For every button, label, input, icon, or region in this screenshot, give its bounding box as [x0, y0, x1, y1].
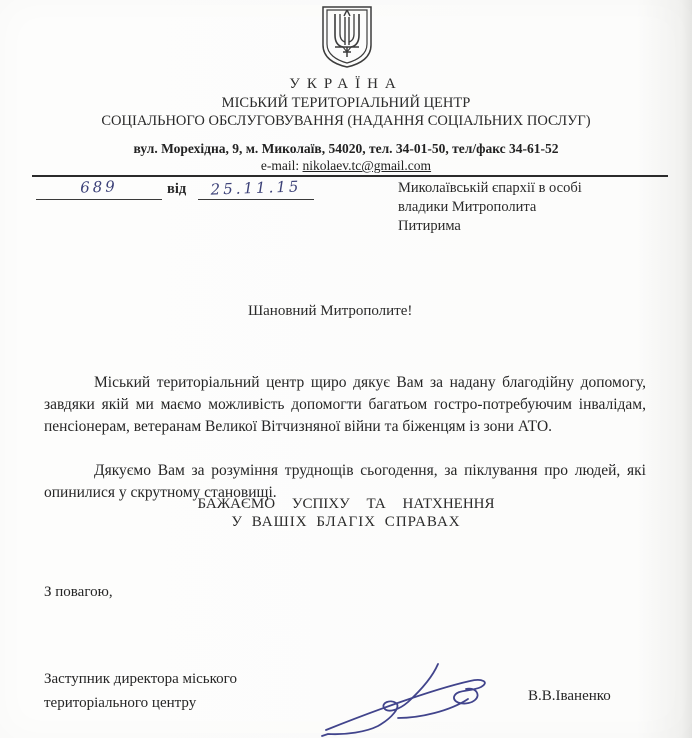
signer-position-line: територіального центру — [44, 695, 197, 711]
signer-name: В.В.Іваненко — [528, 688, 611, 704]
handwritten-signature-icon — [318, 658, 513, 738]
body-paragraph-2: Дякуємо Вам за розуміння труднощів сьогодення, за піклування про людей, які опинилися у скрутному становищі. — [44, 462, 646, 501]
closing-regards: З повагою, — [44, 584, 113, 600]
ref-number-handwritten: 689 — [79, 177, 119, 197]
ref-date-underline — [198, 199, 314, 200]
wish-line-1: БАЖАЄМО УСПІХУ ТА НАТХНЕННЯ — [197, 496, 495, 512]
recipient-line: Миколаївській єпархії в особі — [398, 180, 582, 196]
address-line: вул. Морехідна, 9, м. Миколаїв, 54020, тел. 34-01-50, тел/факс 34-61-52 — [133, 141, 559, 156]
salutation: Шановний Митрополите! — [248, 303, 413, 319]
email-label: e-mail: — [260, 158, 300, 173]
organization-name-line2: СОЦІАЛЬНОГО ОБСЛУГОВУВАННЯ (НАДАННЯ СОЦІАЛЬНИХ ПОСЛУГ) — [101, 113, 591, 129]
wish-line-2: У ВАШІХ БЛАГІХ СПРАВАХ — [231, 514, 461, 530]
email-line — [0, 158, 692, 174]
signer-position-line: Заступник директора міського — [44, 671, 237, 687]
ref-date-handwritten: 25.11.15 — [210, 177, 302, 199]
signer-position — [44, 667, 237, 715]
organization-name-line1: МІСЬКИЙ ТЕРИТОРІАЛЬНИЙ ЦЕНТР — [221, 95, 471, 111]
email-address: nikolaev.tc@gmail.com — [302, 158, 432, 173]
ref-from-label: від — [167, 181, 187, 197]
recipient-line: Питирима — [398, 218, 461, 234]
recipient-line: владики Митрополита — [398, 199, 537, 215]
ref-number-underline — [36, 199, 162, 200]
body-paragraph-1: Міський територіальний центр щиро дякує Вам за надану благодійну допомогу, завдяки якій ми маємо можливість допомогти багатьом гостро-потребуючим інвалідам, пенсіонерам, ветеранам Великої Вітчизняної війни та біженцям із зони АТО. — [44, 374, 646, 435]
ukraine-trident-icon — [318, 5, 376, 69]
country-title: УКРАЇНА — [289, 76, 403, 92]
recipient-block — [398, 179, 582, 236]
